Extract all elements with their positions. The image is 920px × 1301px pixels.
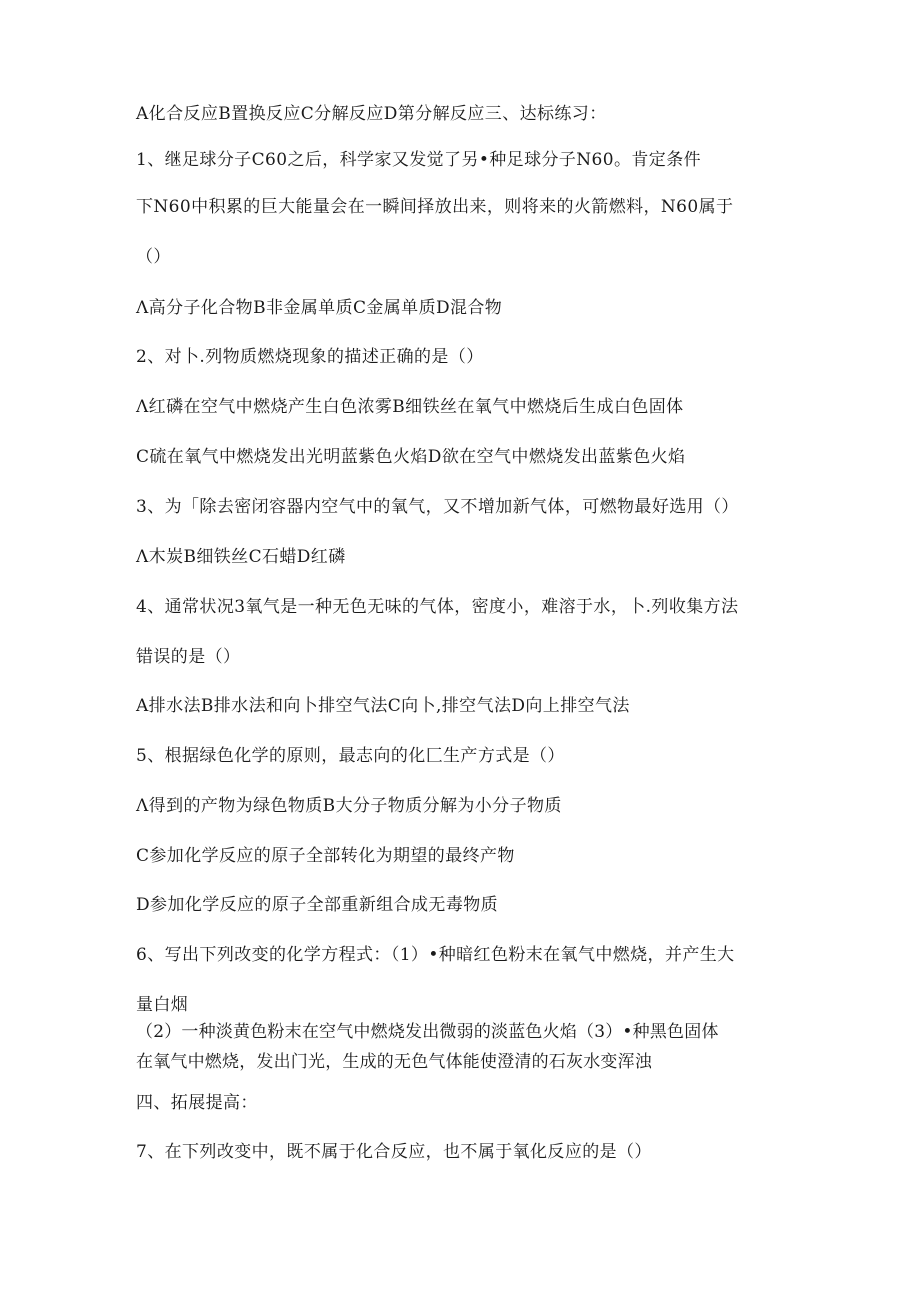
text-line: Λ得到的产物为绿色物质B大分子物质分解为小分子物质	[136, 796, 562, 816]
text-line: 下N60中积累的巨大能量会在一瞬间择放出来，则将来的火箭燃料，N60属于	[136, 197, 734, 217]
text-line: 量白烟	[136, 995, 189, 1015]
text-line: Λ木炭B细铁丝C石蜡D红磷	[136, 547, 346, 567]
text-line: 1、继足球分子C60之后，科学家又发觉了另•种足球分子N60。肯定条件	[136, 150, 701, 170]
text-line: （）	[136, 247, 171, 267]
text-line: C硫在氧气中燃烧发出光明蓝紫色火焰D欲在空气中燃烧发出蓝紫色火焰	[136, 447, 686, 467]
text-line: 错误的是（）	[136, 647, 241, 667]
text-line: （2）一种淡黄色粉末在空气中燃烧发出微弱的淡蓝色火焰（3）•种黑色固体	[136, 1022, 719, 1042]
text-line: Λ红磷在空气中燃烧产生白色浓雾B细铁丝在氧气中燃烧后生成白色固体	[136, 397, 684, 417]
text-line: D参加化学反应的原子全部重新组合成无毒物质	[136, 895, 499, 915]
text-line: 7、在下列改变中，既不属于化合反应，也不属于氧化反应的是（）	[136, 1142, 652, 1162]
text-line: C参加化学反应的原子全部转化为期望的最终产物	[136, 846, 515, 866]
text-line: 5、根据绿色化学的原则，最志向的化匚生产方式是（）	[136, 746, 565, 766]
text-line: 2、对卜.列物质燃烧现象的描述正确的是（）	[136, 347, 484, 367]
text-line: Λ高分子化合物B非金属单质C金属单质D混合物	[136, 298, 503, 318]
section-heading: 四、拓展提高：	[136, 1093, 258, 1113]
text-line: 6、写出下列改变的化学方程式：（1）•种暗红色粉末在氧气中燃烧，并产生大	[136, 945, 735, 965]
text-line: 3、为「除去密闭容器内空气中的氧气，又不增加新气体，可燃物最好选用（）	[136, 497, 739, 517]
text-line: A排水法B排水法和向卜排空气法C向卜,排空气法D向上排空气法	[136, 696, 630, 716]
text-line: 在氧气中燃烧，发出门光，生成的无色气体能使澄清的石灰水变浑浊	[136, 1052, 652, 1072]
text-line: 4、通常状况3氧气是一种无色无味的气体，密度小，难溶于水，卜.列收集方法	[136, 597, 739, 617]
text-line: A化合反应B置换反应C分解反应D第分解反应三、达标练习：	[136, 104, 607, 124]
